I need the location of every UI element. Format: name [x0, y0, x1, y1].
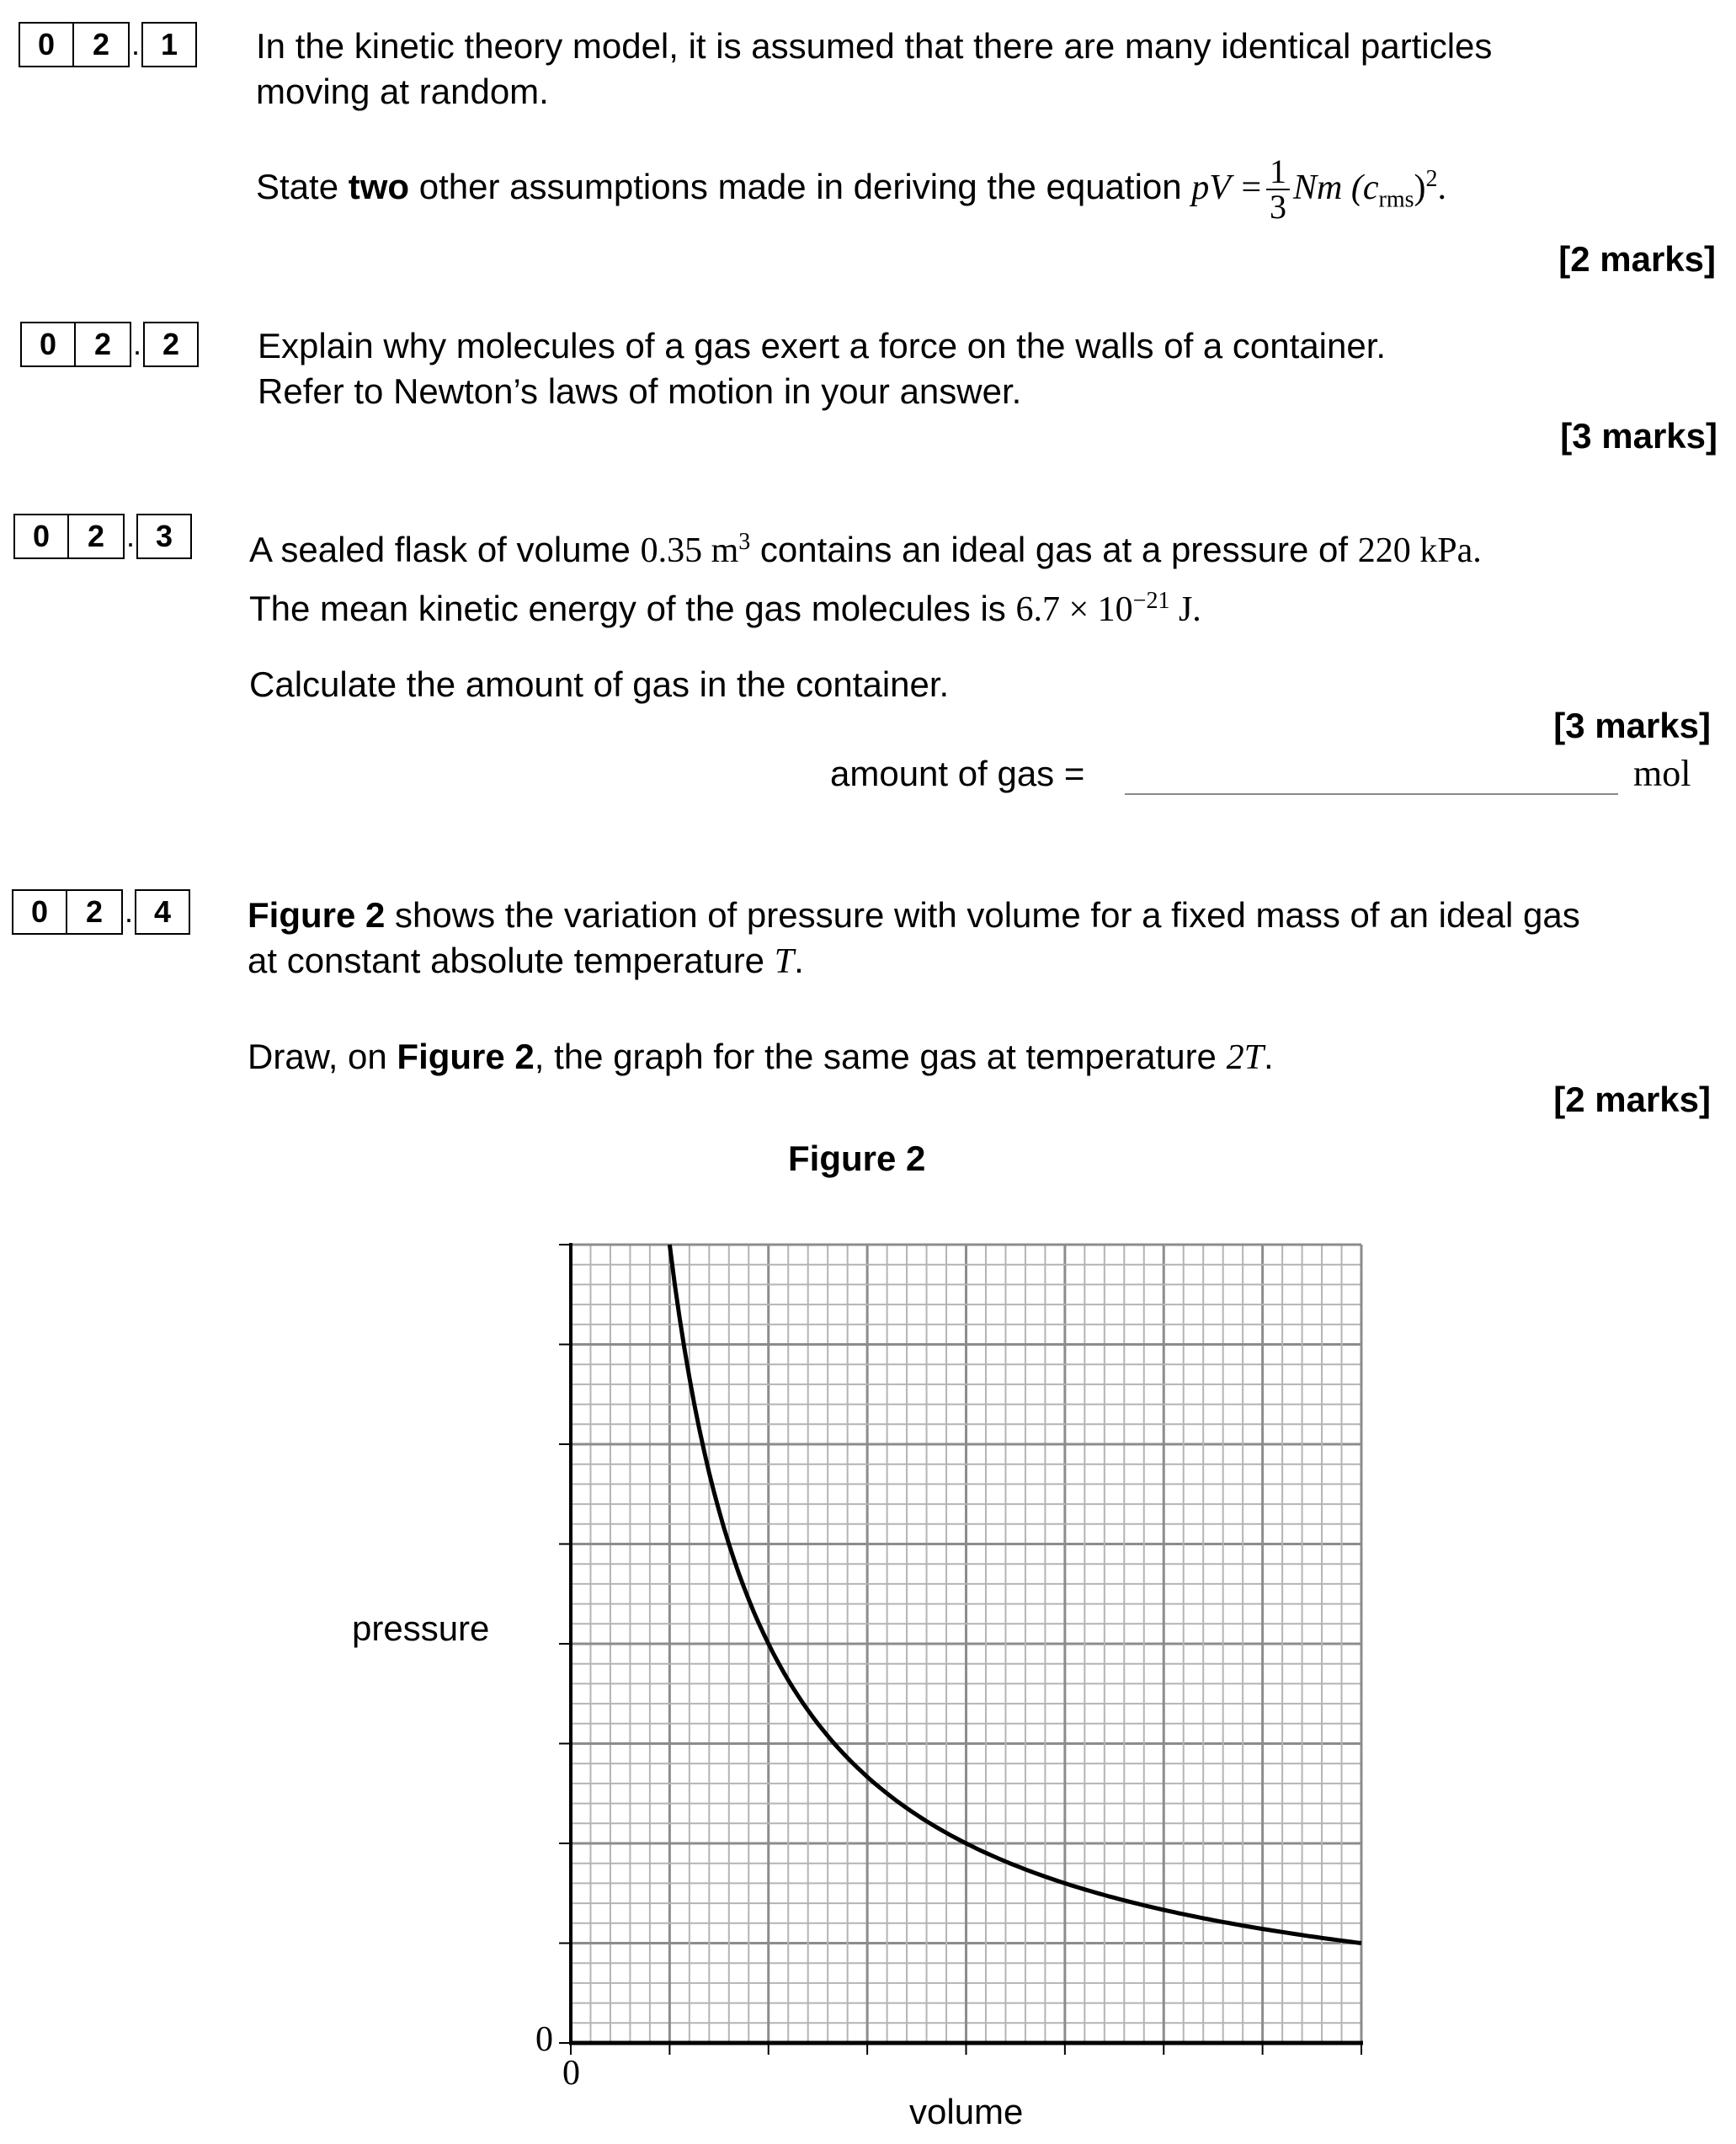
- question-number-02-4: [12, 889, 190, 935]
- question-dot: .: [130, 27, 140, 61]
- equation-rhs: Nm (c: [1293, 168, 1379, 207]
- question-line: In the kinetic theory model, it is assumed that there are many identical particles: [256, 26, 1493, 66]
- question-instruction: State two other assumptions made in deriving the equation pV = $\frac{1}{3}$ Nm $(c_{rms})^2$.: [256, 152, 1447, 226]
- marks-label: [2 marks]: [1558, 239, 1716, 279]
- question-instruction: Calculate the amount of gas in the container.: [249, 664, 950, 704]
- question-text: [249, 517, 1482, 635]
- marks-label: [2 marks]: [1553, 1080, 1711, 1119]
- question-number-02-1: [19, 22, 197, 67]
- question-dot: .: [132, 327, 141, 361]
- question-digit: 0: [19, 22, 74, 67]
- graph-axes: [559, 1243, 1363, 2055]
- question-line: A sealed flask of volume 0.35 $m^3$ contains an ideal gas at a pressure of 220 kPa.: [249, 529, 1482, 570]
- isotherm-curve-T: [669, 1245, 1361, 1944]
- marks-label: [3 marks]: [1560, 416, 1717, 456]
- question-line: Figure 2 shows the variation of pressure with volume for a fixed mass of an ideal gas: [248, 895, 1580, 935]
- question-text: [248, 893, 1580, 984]
- question-digit: 2: [74, 22, 130, 67]
- question-number-02-2: [20, 322, 199, 367]
- y-origin-label: 0: [535, 2020, 553, 2059]
- question-line: Explain why molecules of a gas exert a force on the walls of a container.: [258, 326, 1387, 365]
- x-axis-label: volume: [909, 2092, 1024, 2131]
- question-digit: 1: [141, 22, 197, 67]
- question-text: [258, 323, 1386, 414]
- question-dot: .: [125, 519, 135, 553]
- question-digit: 2: [67, 889, 123, 935]
- question-digit: 2: [69, 514, 125, 559]
- question-digit: 0: [13, 514, 69, 559]
- marks-label: [3 marks]: [1553, 706, 1711, 745]
- question-dot: .: [124, 894, 133, 929]
- question-digit: 0: [20, 322, 76, 367]
- question-line: at constant absolute temperature T.: [248, 941, 804, 981]
- question-instruction: Draw, on Figure 2, the graph for the same gas at temperature 2T.: [248, 1037, 1274, 1077]
- question-line: Refer to Newton’s laws of motion in your answer.: [258, 371, 1022, 411]
- question-text: [256, 24, 1492, 115]
- graph-grid: [571, 1245, 1361, 2043]
- question-digit: 0: [12, 889, 67, 935]
- question-digit: 3: [136, 514, 192, 559]
- question-digit: 2: [143, 322, 199, 367]
- equation-lhs: pV =: [1191, 168, 1264, 207]
- x-origin-label: 0: [562, 2054, 580, 2093]
- question-digit: 2: [76, 322, 131, 367]
- answer-label: amount of gas =: [830, 754, 1085, 793]
- answer-input-line[interactable]: [1125, 755, 1618, 795]
- question-line: moving at random.: [256, 72, 549, 111]
- question-digit: 4: [135, 889, 190, 935]
- y-axis-label: pressure: [352, 1608, 490, 1648]
- answer-unit: mol: [1633, 753, 1691, 794]
- question-number-02-3: [13, 514, 192, 559]
- figure-title: Figure 2: [788, 1139, 926, 1178]
- fraction-one-third: $\frac{1}{3}$: [1266, 155, 1290, 224]
- question-line: The mean kinetic energy of the gas molecules is $6.7 \times 10^{-21}$ J.: [249, 588, 1201, 629]
